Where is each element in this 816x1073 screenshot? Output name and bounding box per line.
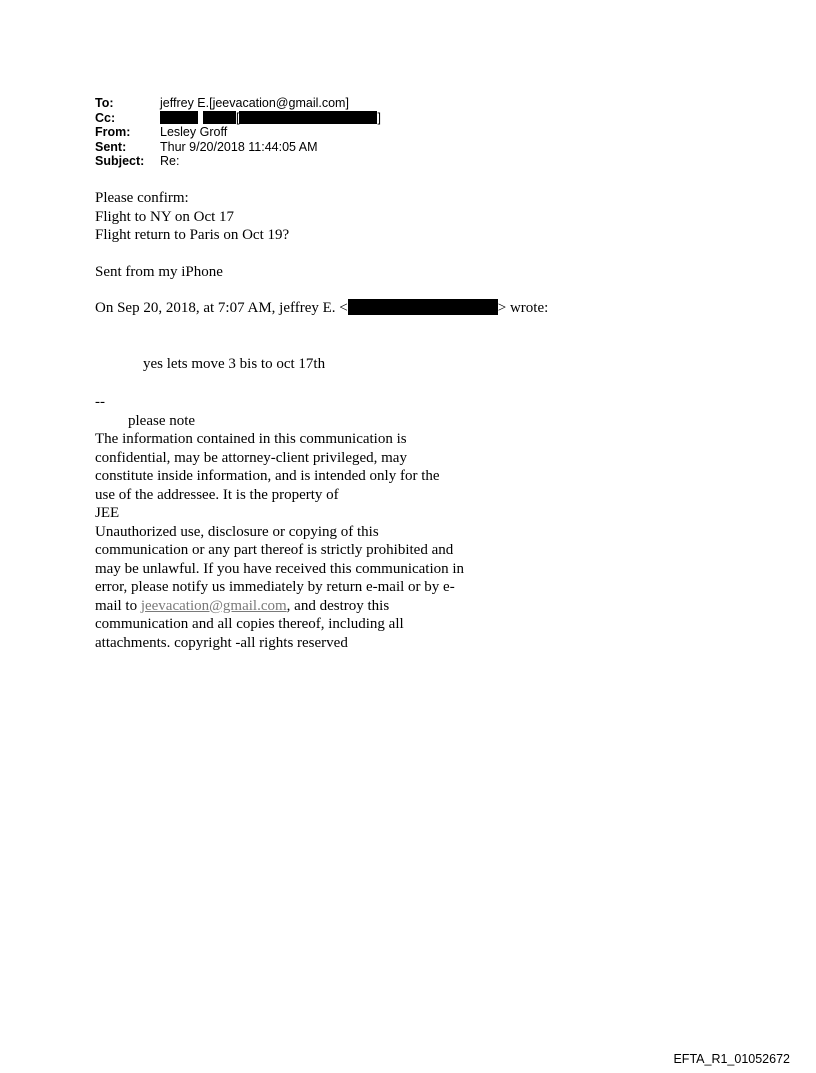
- cc-value: [160, 111, 381, 126]
- disclaimer-jee: JEE: [95, 505, 120, 521]
- disclaimer-text-3: , and destroy this communication and all copies thereof, including all attachments. copyright -all rights reserved: [95, 597, 404, 651]
- disclaimer-part-1: The information contained in this communication is confidential, may be attorney-client privileged, may constitute inside information, and is intended only for the use of the addressee. It is the property of: [95, 431, 440, 503]
- quote-intro-prefix: On Sep 20, 2018, at 7:07 AM, jeffrey E. <: [95, 300, 348, 316]
- dashes: --: [95, 394, 105, 410]
- cc-redaction-2: [203, 111, 236, 124]
- from-label: From:: [95, 125, 131, 139]
- quote-intro: [95, 299, 615, 318]
- signature: Sent from my iPhone: [95, 263, 223, 280]
- disclaimer-email-link[interactable]: jeevacation@gmail.com: [140, 597, 287, 614]
- cc-redaction-3: [239, 111, 377, 124]
- subject-value: Re:: [160, 154, 180, 168]
- cc-redaction-1: [160, 111, 198, 124]
- cc-open-bracket: [: [236, 110, 240, 125]
- document-id: EFTA_R1_01052672: [673, 1052, 790, 1066]
- message-line-1: Please confirm:: [95, 190, 189, 206]
- from-row: [95, 125, 381, 140]
- cc-label: Cc:: [95, 110, 116, 125]
- subject-row: [95, 154, 381, 169]
- to-label: To:: [95, 96, 114, 110]
- from-value: Lesley Groff: [160, 125, 228, 139]
- disclaimer-text-2: Unauthorized use, disclosure or copying of this communication or any part thereof is strictly prohibited and may be unlawful. If you have received this communication in error, please notify us immediately by return e-mail or by e-mail to: [95, 523, 465, 614]
- to-value: jeffrey E.[jeevacation@gmail.com]: [160, 96, 349, 110]
- sent-value: Thur 9/20/2018 11:44:05 AM: [160, 139, 318, 154]
- please-note: please note: [128, 412, 196, 429]
- message-line-3: Flight return to Paris on Oct 19?: [95, 227, 290, 243]
- sent-label: Sent:: [95, 139, 127, 154]
- subject-label: Subject:: [95, 154, 145, 168]
- disclaimer-part-2: [95, 523, 467, 653]
- quote-email-redaction: [348, 299, 498, 315]
- sent-row: [95, 140, 381, 155]
- message-line-2: Flight to NY on Oct 17: [95, 208, 235, 225]
- cc-close-bracket: ]: [377, 110, 381, 125]
- quote-intro-suffix: > wrote:: [497, 300, 549, 316]
- email-header: [95, 96, 381, 169]
- email-body: [95, 189, 615, 652]
- to-row: [95, 96, 381, 111]
- cc-row: [95, 111, 381, 126]
- quoted-text: yes lets move 3 bis to oct 17th: [143, 355, 326, 372]
